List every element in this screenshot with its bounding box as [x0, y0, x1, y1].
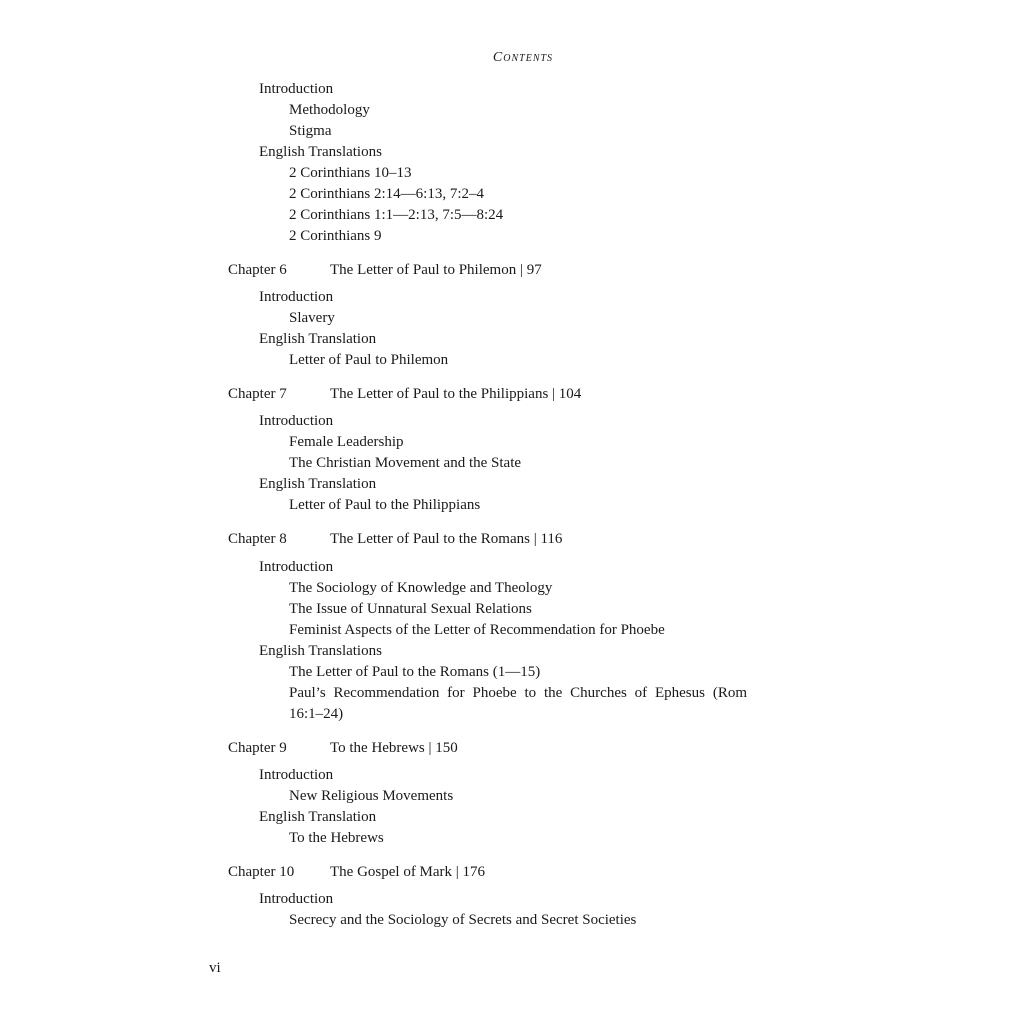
toc-subentry: 2 Corinthians 9: [289, 228, 382, 244]
toc-entry-translation: English Translation: [259, 331, 377, 347]
toc-subentry: 2 Corinthians 1:1—2:13, 7:5—8:24: [289, 207, 504, 223]
toc-entry-translation: English Translation: [259, 809, 377, 825]
toc-entry-introduction: Introduction: [259, 413, 334, 429]
toc-entry-translations: English Translations: [259, 144, 382, 160]
toc-entry-introduction: Introduction: [259, 891, 334, 907]
toc-subentry: The Sociology of Knowledge and Theology: [289, 580, 553, 596]
page-number: vi: [209, 960, 221, 976]
toc-subentry: The Issue of Unnatural Sexual Relations: [289, 601, 532, 617]
toc-entry-translations: English Translations: [259, 643, 382, 659]
chapter-title: To the Hebrews | 150: [330, 740, 458, 756]
toc-entry-introduction: Introduction: [259, 81, 334, 97]
toc-subentry: Secrecy and the Sociology of Secrets and Secret Societies: [289, 912, 637, 928]
chapter-title: The Letter of Paul to Philemon | 97: [330, 262, 542, 278]
toc-subentry: Paul’s Recommendation for Phoebe to the Churches of Ephesus (Rom: [289, 685, 747, 701]
toc-subentry: 2 Corinthians 2:14—6:13, 7:2–4: [289, 186, 484, 202]
toc-subentry: Letter of Paul to Philemon: [289, 352, 449, 368]
toc-subentry: Stigma: [289, 123, 332, 139]
chapter-title: The Gospel of Mark | 176: [330, 864, 486, 880]
chapter-number: Chapter 6: [228, 262, 287, 278]
chapter-number: Chapter 10: [228, 864, 295, 880]
toc-subentry: The Christian Movement and the State: [289, 455, 522, 471]
chapter-title: The Letter of Paul to the Romans | 116: [330, 531, 563, 547]
toc-subentry-continuation: 16:1–24): [289, 706, 344, 722]
toc-entry-introduction: Introduction: [259, 559, 334, 575]
toc-subentry: 2 Corinthians 10–13: [289, 165, 412, 181]
chapter-number: Chapter 8: [228, 531, 287, 547]
chapter-number: Chapter 9: [228, 740, 287, 756]
toc-entry-introduction: Introduction: [259, 289, 334, 305]
toc-subentry: Female Leadership: [289, 434, 404, 450]
toc-entry-translation: English Translation: [259, 476, 377, 492]
toc-subentry: To the Hebrews: [289, 830, 384, 846]
toc-subentry: Feminist Aspects of the Letter of Recommendation for Phoebe: [289, 622, 665, 638]
toc-subentry: Slavery: [289, 310, 335, 326]
chapter-number: Chapter 7: [228, 386, 287, 402]
toc-subentry: Letter of Paul to the Philippians: [289, 497, 481, 513]
toc-entry-introduction: Introduction: [259, 767, 334, 783]
chapter-title: The Letter of Paul to the Philippians | 104: [330, 386, 582, 402]
toc-subentry: The Letter of Paul to the Romans (1—15): [289, 664, 541, 680]
running-header: Contents: [492, 50, 554, 65]
toc-subentry: New Religious Movements: [289, 788, 454, 804]
toc-subentry: Methodology: [289, 102, 370, 118]
